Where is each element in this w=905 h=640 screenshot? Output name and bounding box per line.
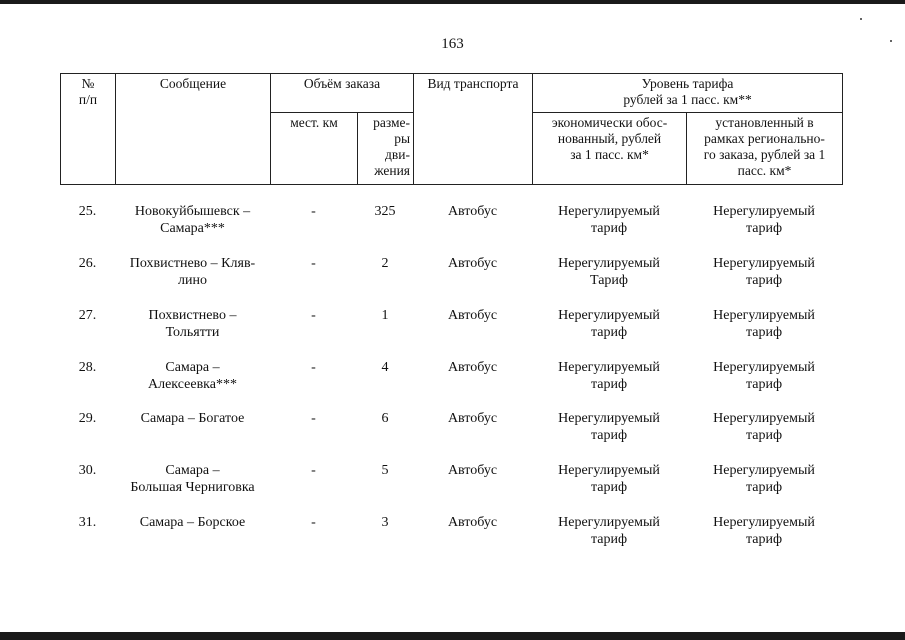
row-mest: - — [311, 411, 316, 426]
row-route: Самара – Богатое — [140, 411, 245, 426]
row-num: 30. — [78, 463, 97, 478]
row-route: Самара – Алексеевка*** — [148, 360, 237, 392]
header-transport: Вид транспорта — [414, 74, 533, 185]
row-est: Нерегулируемый тариф — [713, 515, 815, 547]
row-transport: Автобус — [447, 360, 498, 375]
row-transport: Автобус — [447, 256, 498, 271]
row-num: 26. — [78, 256, 97, 271]
table-header — [60, 73, 843, 185]
row-eco: Нерегулируемый Тариф — [558, 256, 660, 288]
row-mest: - — [311, 204, 316, 219]
row-size: 325 — [374, 204, 396, 219]
row-eco: Нерегулируемый тариф — [558, 308, 660, 340]
row-size: 2 — [381, 256, 389, 271]
header-eco: экономически обос- нованный, рублей за 1 пасс. км* — [533, 113, 687, 185]
row-size: 4 — [381, 360, 389, 375]
row-size: 1 — [381, 308, 389, 323]
row-mest: - — [311, 308, 316, 323]
row-est: Нерегулируемый тариф — [713, 308, 815, 340]
row-eco: Нерегулируемый тариф — [558, 515, 660, 547]
row-eco: Нерегулируемый тариф — [558, 360, 660, 392]
row-mest: - — [311, 515, 316, 530]
row-num: 25. — [78, 204, 97, 219]
row-route: Самара – Борское — [139, 515, 246, 530]
row-route: Самара – Большая Черниговка — [130, 463, 255, 495]
row-mest: - — [311, 360, 316, 375]
row-mest: - — [311, 256, 316, 271]
scan-speck — [860, 18, 862, 20]
page-number: 163 — [441, 36, 464, 52]
row-route: Похвистнево – Тольятти — [148, 308, 237, 340]
row-est: Нерегулируемый тариф — [713, 411, 815, 443]
header-est: установленный в рамках регионально- го заказа, рублей за 1 пасс. км* — [687, 113, 843, 185]
header-mest-km: мест. км — [271, 113, 358, 185]
row-est: Нерегулируемый тариф — [713, 463, 815, 495]
row-est: Нерегулируемый тариф — [713, 360, 815, 392]
row-transport: Автобус — [447, 204, 498, 219]
row-eco: Нерегулируемый тариф — [558, 411, 660, 443]
header-tariff: Уровень тарифа рублей за 1 пасс. км** — [533, 74, 843, 113]
row-eco: Нерегулируемый тариф — [558, 463, 660, 495]
row-num: 29. — [78, 411, 97, 426]
bottom-border — [0, 632, 905, 640]
row-size: 6 — [381, 411, 389, 426]
row-transport: Автобус — [447, 515, 498, 530]
table-row — [60, 307, 842, 353]
row-num: 27. — [78, 308, 97, 323]
row-size: 3 — [381, 515, 389, 530]
row-route: Новокуйбышевск – Самара*** — [134, 204, 251, 236]
table-row — [60, 359, 842, 405]
table-row — [60, 255, 842, 301]
header-size: разме- ры дви- жения — [358, 113, 414, 185]
row-eco: Нерегулируемый тариф — [558, 204, 660, 236]
row-num: 28. — [78, 360, 97, 375]
header-num: № п/п — [61, 74, 116, 185]
row-transport: Автобус — [447, 308, 498, 323]
header-route: Сообщение — [116, 74, 271, 185]
table-row — [60, 462, 842, 508]
top-border — [0, 0, 905, 4]
row-mest: - — [311, 463, 316, 478]
table-row — [60, 410, 842, 456]
row-num: 31. — [78, 515, 97, 530]
header-volume: Объём заказа — [271, 74, 414, 113]
row-route: Похвистнево – Кляв- лино — [129, 256, 256, 288]
table-row — [60, 514, 842, 560]
row-size: 5 — [381, 463, 389, 478]
row-est: Нерегулируемый тариф — [713, 204, 815, 236]
row-transport: Автобус — [447, 463, 498, 478]
row-est: Нерегулируемый тариф — [713, 256, 815, 288]
row-transport: Автобус — [447, 411, 498, 426]
table-row — [60, 203, 842, 249]
